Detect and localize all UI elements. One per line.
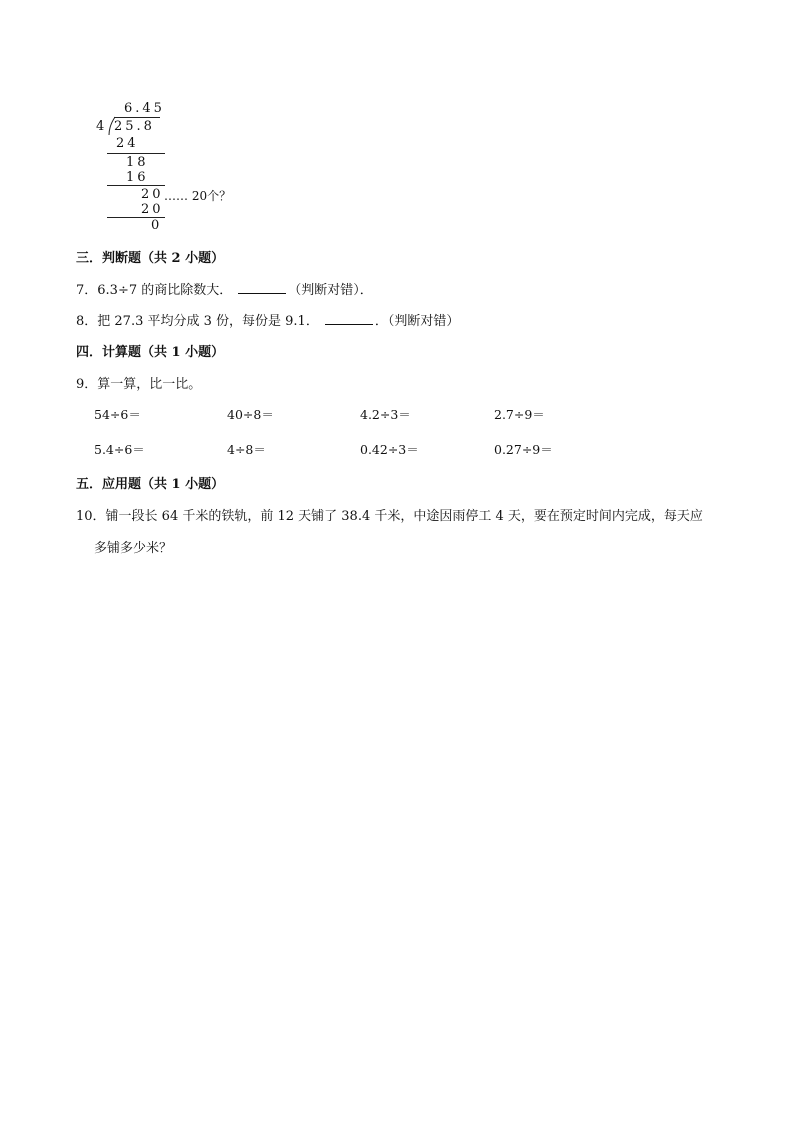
question-9: 9．算一算，比一比。 [76, 377, 202, 392]
question-7 [76, 279, 373, 298]
question-10-line2: 多铺多少米？ [94, 541, 173, 556]
calc-item: 4÷8＝ [227, 442, 266, 457]
step-remainder-1: 18 [126, 155, 149, 170]
answer-blank-8[interactable] [325, 312, 373, 325]
question-8 [76, 310, 459, 329]
step-product-2: 16 [126, 170, 149, 185]
question-10-line1: 10．铺一段长 64 千米的铁轨，前 12 天铺了 38.4 千米，中途因雨停工 4 天，要在预定时间内完成，每天应 [76, 509, 703, 524]
section-title-application: 五．应用题（共 1 小题） [76, 477, 225, 492]
step-product-1: 24 [116, 136, 139, 151]
division-bar [114, 117, 160, 118]
answer-blank-7[interactable] [238, 281, 286, 294]
question-8-suffix: ．（判断对错） [374, 314, 460, 329]
question-7-text: 7．6.3÷7 的商比除数大． [76, 283, 233, 298]
calc-item: 4.2÷3＝ [360, 407, 411, 422]
dividend: 25.8 [114, 119, 155, 134]
question-7-suffix: （判断对错）． [288, 283, 373, 298]
question-8-text: 8．把 27.3 平均分成 3 份，每份是 9.1． [76, 314, 319, 329]
calc-item: 0.42÷3＝ [360, 442, 419, 457]
step-remainder-2: 20 [141, 187, 164, 202]
divisor: 4 [96, 119, 108, 134]
calc-item: 0.27÷9＝ [494, 442, 553, 457]
step-line-2 [107, 185, 165, 186]
calc-item: 40÷8＝ [227, 407, 274, 422]
section-title-calculation: 四．计算题（共 1 小题） [76, 345, 225, 360]
calc-item: 2.7÷9＝ [494, 407, 545, 422]
step-note: …… 20个？ [164, 189, 232, 203]
final-remainder: 0 [151, 218, 163, 233]
step-line-1 [107, 153, 165, 154]
calc-item: 54÷6＝ [94, 407, 141, 422]
quotient: 6.45 [124, 101, 165, 116]
section-title-judgement: 三．判断题（共 2 小题） [76, 251, 225, 266]
step-product-3: 20 [141, 202, 164, 217]
calc-item: 5.4÷6＝ [94, 442, 145, 457]
